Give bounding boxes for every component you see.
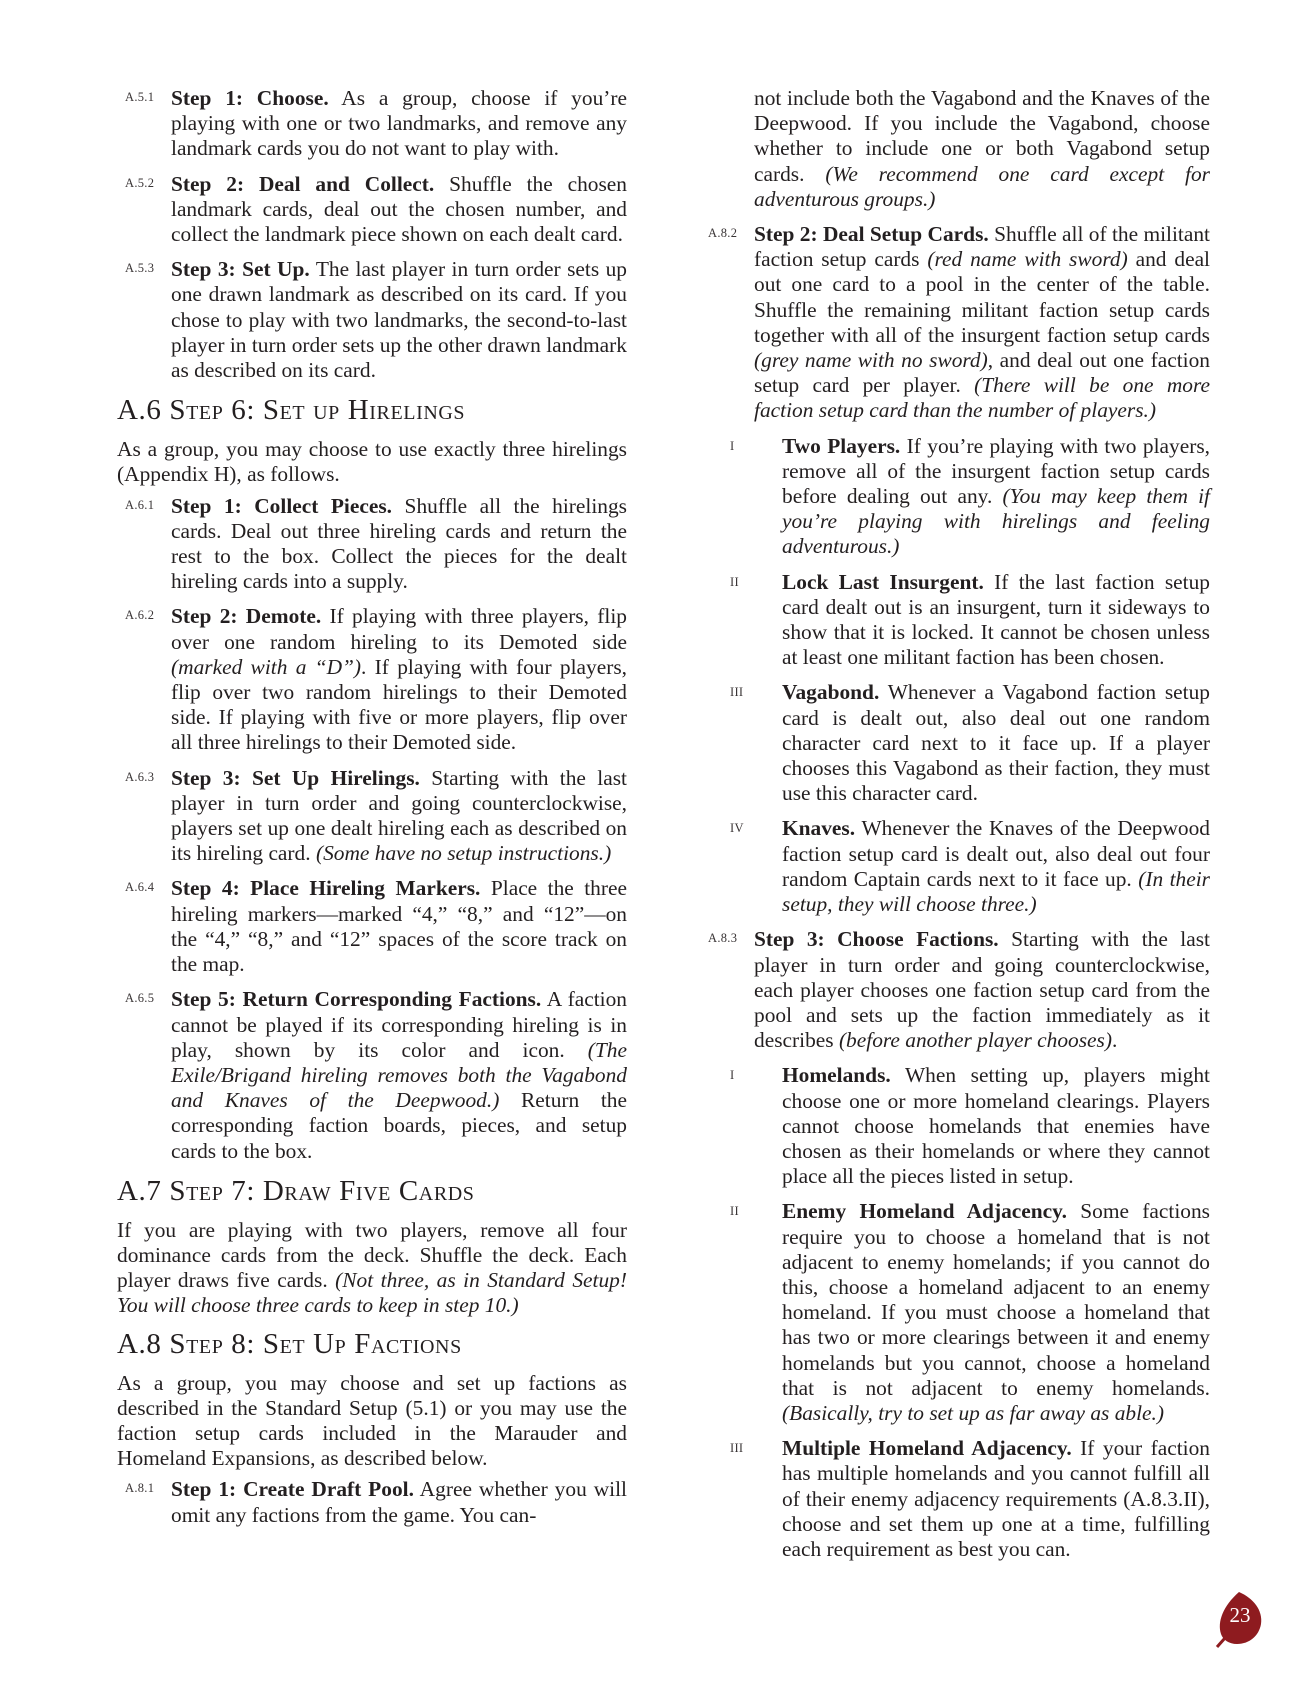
rule-italic-3: (There will be one more faction setup card than the number of players.)	[754, 373, 1210, 423]
rule-title: Multiple Homeland Adjacency.	[782, 1436, 1072, 1461]
rule-number: IV	[730, 821, 744, 836]
rule-text-2: . If playing with four players, flip over two random hirelings to their Demoted side. If playing with five or more players, flip over all three hirelings to their Demoted side.	[171, 654, 628, 755]
rule-number: I	[730, 1068, 735, 1083]
rule-a53	[117, 257, 627, 383]
rule-a61	[117, 494, 627, 595]
rule-text: If playing with three players, flip over one random hireling to its Demoted side	[171, 604, 627, 654]
rule-number: A.5.2	[125, 175, 155, 190]
left-column	[117, 86, 627, 1538]
rule-a82	[700, 222, 1210, 424]
rule-text-2: Return the corresponding faction boards, pieces, and setup cards to the box.	[171, 1088, 627, 1163]
rule-italic: (You may keep them if you’re playing with hirelings and feeling adventurous.)	[782, 484, 1210, 559]
rule-text: not include both the Vagabond and the Knaves of the Deepwood. If you include the Vagabond, choose whether to include one or both Vagabond setup cards.	[754, 86, 1210, 186]
rule-title: Two Players.	[782, 433, 901, 458]
rule-a83-ii	[700, 1199, 1210, 1426]
rule-title: Step 5: Return Corresponding Factions.	[171, 987, 542, 1012]
rule-a51	[117, 86, 627, 162]
rule-a83-i	[700, 1063, 1210, 1189]
rule-text: As a group, choose if you’re playing with one or two landmarks, and remove any landmark cards you do not want to play with.	[171, 86, 628, 161]
section-heading-a6: A.6 Step 6: Set up Hirelings	[117, 394, 466, 427]
rule-text: If your faction has multiple homelands and you cannot fulfill all of their enemy adjacency requirements (A.8.3.II), choose and set them up one at a time, fulfilling each requirement as best you can.	[782, 1436, 1210, 1561]
rule-title: Enemy Homeland Adjacency.	[782, 1199, 1068, 1224]
rule-a52	[117, 172, 627, 248]
rule-italic: (marked with a “D”)	[171, 654, 362, 679]
para-text: If you are playing with two players, remove all four dominance cards from the deck. Shuffle the deck. Each player draws five cards.	[117, 1217, 627, 1293]
para-italic: (Not three, as in Standard Setup! You will choose three cards to keep in step 10.)	[117, 1268, 627, 1318]
rule-number: A.8.1	[125, 1481, 155, 1496]
rule-number: A.6.2	[125, 608, 155, 623]
rule-text: If you’re playing with two players, remove all of the insurgent faction setup cards before dealing out any.	[782, 433, 1210, 509]
rule-a82-iv	[700, 816, 1210, 917]
rule-title: Step 3: Choose Factions.	[754, 927, 999, 952]
page-number: 23	[1229, 1603, 1251, 1627]
rule-italic: (before another player chooses)	[838, 1028, 1112, 1053]
rule-a63	[117, 766, 627, 867]
rule-italic: (The Exile/Brigand hireling removes both the Vagabond and Knaves of the Deepwood.)	[171, 1037, 627, 1113]
rule-number: III	[730, 685, 744, 700]
rule-text: Whenever a Vagabond faction setup card is dealt out, also deal out one random character card next to it face up. If a player chooses this Vagabond as their faction, they must use this character card.	[782, 680, 1210, 806]
rule-text: Shuffle all of the militant faction setup cards	[754, 222, 1210, 272]
rule-number: II	[730, 1204, 739, 1219]
rule-text: Shuffle all the hirelings cards. Deal out three hireling cards and return the rest to the box. Collect the pieces for the dealt hireling cards into a supply.	[171, 493, 627, 594]
rule-text-2: and deal out one card to a pool in the center of the table. Shuffle the remaining militant faction setup cards together with all of the insurgent faction setup cards	[754, 247, 1210, 347]
rule-title: Step 3: Set Up Hirelings.	[171, 765, 420, 790]
rule-text: If the last faction setup card dealt out is an insurgent, turn it sideways to show that it is locked. It cannot be chosen unless at least one militant faction has been chosen.	[782, 569, 1210, 670]
rule-number: III	[730, 1441, 744, 1456]
rule-title: Lock Last Insurgent.	[782, 569, 984, 594]
section-intro-a6: As a group, you may choose to use exactly three hirelings (Appendix H), as follows.	[117, 437, 627, 487]
rule-title: Knaves.	[782, 816, 856, 841]
rule-title: Vagabond.	[782, 680, 880, 705]
rule-number: A.6.3	[125, 769, 155, 784]
rule-a64	[117, 876, 627, 977]
rule-number: A.6.1	[125, 497, 155, 512]
rule-text: Place the three hireling markers—marked “4,” “8,” and “12”—on the “4,” “8,” and “12” spaces of the score track on the map.	[171, 876, 627, 977]
rule-title: Step 1: Choose.	[171, 86, 329, 110]
rule-text: Agree whether you will omit any factions from the game. You can-	[171, 1477, 627, 1527]
rule-a82-i	[700, 434, 1210, 560]
rule-text: Shuffle the chosen landmark cards, deal out the chosen number, and collect the landmark piece shown on each dealt card.	[171, 171, 627, 247]
rule-title: Step 3: Set Up.	[171, 257, 310, 282]
rule-a81-continued	[700, 86, 1210, 212]
rule-number: A.5.1	[125, 90, 155, 104]
rule-a65	[117, 987, 627, 1163]
rule-title: Step 2: Deal and Collect.	[171, 171, 435, 196]
rule-number: A.6.5	[125, 991, 155, 1006]
rule-italic-2: (grey name with no sword)	[754, 348, 988, 373]
rule-italic: (Some have no setup instructions.)	[315, 841, 612, 866]
rule-text: When setting up, players might choose one or more homeland clearings. Players cannot choose homelands that enemies have chosen as their homelands or where they cannot place all the pieces listed in setup.	[782, 1063, 1210, 1189]
rule-text-3: , and deal out one faction setup card per player.	[754, 348, 1210, 398]
rule-title: Step 4: Place Hireling Markers.	[171, 876, 481, 901]
rule-a82-ii	[700, 570, 1210, 671]
rule-a83	[700, 927, 1210, 1053]
rule-text: Some factions require you to choose a homeland that is not adjacent to enemy homelands; if you cannot do this, choose a homeland adjacent to an enemy homeland. If you must choose a homeland that has two or more clearings between it and enemy homelands but you cannot, choose a homeland that is not adjacent to enemy homelands.	[782, 1199, 1210, 1400]
rule-number: A.5.3	[125, 261, 155, 276]
section-intro-a8: As a group, you may choose and set up factions as described in the Standard Setup (5.1) or you may use the faction setup cards included in the Marauder and Homeland Expansions, as described below.	[117, 1370, 627, 1471]
rule-text: Starting with the last player in turn order and going counterclockwise, each player chooses one faction setup card from the pool and sets up the faction immediately as it describes	[754, 927, 1210, 1053]
rule-text: A faction cannot be played if its corresponding hireling is in play, shown by its color and icon.	[171, 987, 627, 1062]
rule-number: A.8.2	[708, 226, 738, 241]
rule-number: A.8.3	[708, 931, 738, 946]
rule-text: Starting with the last player in turn order and going counterclockwise, players set up one dealt hireling each as described on its hireling card.	[171, 765, 627, 866]
rule-text-2: .	[1112, 1028, 1118, 1053]
rule-a62	[117, 604, 627, 755]
rule-number: I	[730, 438, 735, 453]
rule-title: Step 2: Deal Setup Cards.	[754, 222, 989, 247]
rule-title: Step 1: Create Draft Pool.	[171, 1477, 414, 1502]
rule-title: Homelands.	[782, 1063, 891, 1088]
rule-text: The last player in turn order sets up one drawn landmark as described on its card. If you chose to play with two landmarks, the second-to-last player in turn order sets up the other drawn landmark as described on its card.	[171, 257, 627, 383]
rule-italic: (Basically, try to set up as far away as able.)	[782, 1400, 1165, 1425]
section-heading-a8: A.8 Step 8: Set Up Factions	[117, 1327, 462, 1360]
rule-number: II	[730, 574, 739, 589]
rule-title: Step 2: Demote.	[171, 604, 322, 629]
rule-italic: (We recommend one card except for adventurous groups.)	[754, 161, 1210, 211]
rule-italic: (In their setup, they will choose three.)	[782, 866, 1210, 917]
rule-a81	[117, 1477, 627, 1527]
rule-a83-iii	[700, 1436, 1210, 1562]
rule-title: Step 1: Collect Pieces.	[171, 493, 393, 518]
rule-italic: (red name with sword)	[927, 247, 1128, 272]
rule-number: A.6.4	[125, 880, 155, 895]
right-column	[700, 86, 1210, 1572]
rule-text: Whenever the Knaves of the Deepwood faction setup card is dealt out, also deal out four random Captain cards next to it face up.	[782, 816, 1210, 891]
rule-a82-iii	[700, 680, 1210, 806]
section-heading-a7: A.7 Step 7: Draw Five Cards	[117, 1174, 475, 1207]
section-intro-a7	[117, 1218, 627, 1319]
